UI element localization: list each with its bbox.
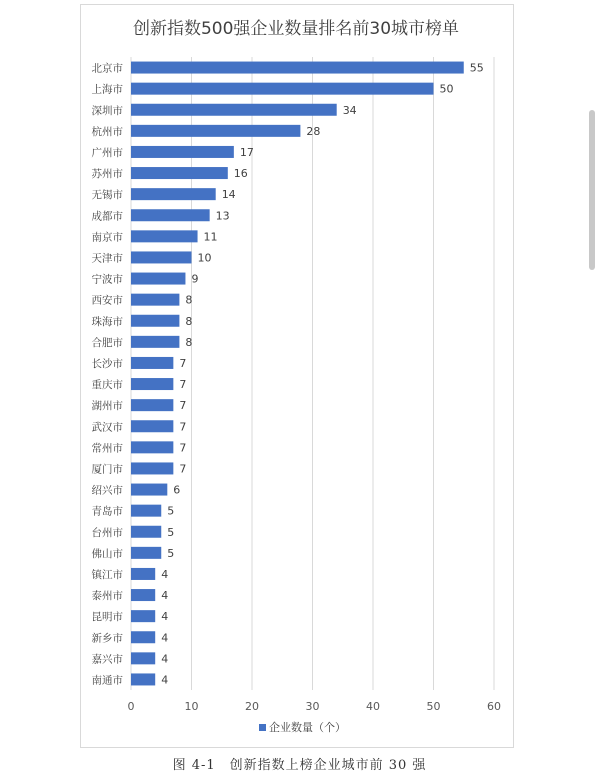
bar bbox=[131, 589, 155, 601]
y-category-label: 无锡市 bbox=[91, 189, 123, 202]
x-tick-label: 0 bbox=[127, 700, 135, 713]
bar bbox=[131, 167, 228, 179]
y-category-label: 南通市 bbox=[91, 674, 123, 687]
data-label: 5 bbox=[167, 525, 175, 539]
x-tick-label: 20 bbox=[245, 700, 259, 713]
y-category-label: 台州市 bbox=[91, 526, 123, 539]
y-category-label: 宁波市 bbox=[91, 273, 123, 286]
y-category-label: 珠海市 bbox=[91, 315, 123, 328]
y-category-label: 常州市 bbox=[91, 442, 123, 455]
y-category-label: 泰州市 bbox=[91, 590, 123, 603]
y-category-label: 武汉市 bbox=[91, 421, 123, 434]
bar bbox=[131, 315, 179, 327]
bar bbox=[131, 610, 155, 622]
bar bbox=[131, 104, 337, 116]
data-label: 9 bbox=[191, 272, 199, 286]
legend-swatch bbox=[259, 724, 266, 731]
y-category-label: 苏州市 bbox=[91, 168, 123, 181]
y-category-label: 青岛市 bbox=[91, 505, 123, 518]
y-category-label: 重庆市 bbox=[91, 379, 123, 392]
data-label: 34 bbox=[342, 103, 357, 117]
bar bbox=[131, 188, 216, 200]
bar bbox=[131, 420, 173, 432]
data-label: 7 bbox=[179, 356, 187, 370]
y-category-label: 上海市 bbox=[91, 83, 123, 96]
data-label: 8 bbox=[185, 314, 193, 328]
data-label: 14 bbox=[221, 188, 236, 202]
data-label: 50 bbox=[439, 82, 454, 96]
data-label: 17 bbox=[239, 145, 254, 159]
data-label: 4 bbox=[161, 631, 169, 645]
bar bbox=[131, 146, 234, 158]
bar bbox=[131, 357, 173, 369]
data-label: 16 bbox=[233, 167, 248, 181]
data-label: 10 bbox=[197, 251, 212, 265]
x-tick-label: 60 bbox=[487, 700, 501, 713]
scrollbar[interactable] bbox=[589, 110, 597, 280]
y-category-label: 合肥市 bbox=[91, 336, 123, 349]
bar bbox=[131, 441, 173, 453]
chart-title: 创新指数500强企业数量排名前30城市榜单 bbox=[132, 19, 460, 39]
data-label: 5 bbox=[167, 504, 175, 518]
x-tick-label: 10 bbox=[184, 700, 199, 713]
bar bbox=[131, 83, 434, 95]
y-category-label: 广州市 bbox=[91, 146, 123, 159]
data-label: 7 bbox=[179, 420, 187, 434]
bar bbox=[131, 294, 179, 306]
y-category-label: 北京市 bbox=[91, 62, 123, 75]
data-label: 4 bbox=[161, 652, 169, 666]
y-category-label: 镇江市 bbox=[91, 568, 123, 581]
y-category-label: 深圳市 bbox=[91, 104, 123, 117]
data-label: 4 bbox=[161, 610, 169, 624]
y-category-label: 嘉兴市 bbox=[91, 653, 123, 666]
legend-label: 企业数量（个） bbox=[269, 721, 346, 734]
bar bbox=[131, 484, 167, 496]
bar bbox=[131, 673, 155, 685]
bar bbox=[131, 547, 161, 559]
bar bbox=[131, 631, 155, 643]
y-category-label: 杭州市 bbox=[91, 125, 123, 138]
y-category-label: 长沙市 bbox=[91, 357, 123, 370]
data-label: 8 bbox=[185, 293, 193, 307]
y-category-label: 成都市 bbox=[91, 210, 123, 223]
bar bbox=[131, 209, 210, 221]
y-category-label: 西安市 bbox=[91, 294, 123, 307]
x-tick-label: 30 bbox=[305, 700, 320, 713]
bar bbox=[131, 526, 161, 538]
bar bbox=[131, 62, 464, 74]
data-label: 55 bbox=[469, 61, 484, 75]
data-label: 6 bbox=[173, 483, 181, 497]
y-category-label: 昆明市 bbox=[91, 611, 123, 624]
bar bbox=[131, 125, 300, 137]
bar bbox=[131, 336, 179, 348]
bar bbox=[131, 652, 155, 664]
scrollbar-thumb[interactable] bbox=[589, 110, 595, 270]
bar bbox=[131, 462, 173, 474]
y-category-label: 南京市 bbox=[91, 231, 123, 244]
data-label: 4 bbox=[161, 589, 169, 603]
y-category-label: 湖州市 bbox=[91, 400, 123, 413]
data-label: 7 bbox=[179, 378, 187, 392]
bar bbox=[131, 378, 173, 390]
data-label: 13 bbox=[215, 209, 230, 223]
bar bbox=[131, 568, 155, 580]
bar bbox=[131, 399, 173, 411]
data-label: 11 bbox=[203, 230, 218, 244]
y-category-label: 佛山市 bbox=[91, 547, 123, 560]
data-label: 28 bbox=[306, 124, 321, 138]
y-category-label: 厦门市 bbox=[91, 463, 123, 476]
figure-caption: 图 4-1 创新指数上榜企业城市前 30 强 bbox=[172, 758, 427, 773]
data-label: 5 bbox=[167, 546, 175, 560]
y-category-label: 新乡市 bbox=[91, 632, 123, 645]
x-tick-label: 40 bbox=[366, 700, 380, 713]
data-label: 7 bbox=[179, 462, 187, 476]
bar bbox=[131, 273, 185, 285]
y-category-label: 天津市 bbox=[91, 252, 123, 265]
bar bbox=[131, 251, 192, 263]
y-category-label: 绍兴市 bbox=[91, 484, 123, 497]
data-label: 7 bbox=[179, 399, 187, 413]
data-label: 4 bbox=[161, 567, 169, 581]
bar bbox=[131, 230, 198, 242]
data-label: 7 bbox=[179, 441, 187, 455]
x-tick-label: 50 bbox=[426, 700, 441, 713]
bar bbox=[131, 505, 161, 517]
data-label: 4 bbox=[161, 673, 169, 687]
data-label: 8 bbox=[185, 335, 193, 349]
